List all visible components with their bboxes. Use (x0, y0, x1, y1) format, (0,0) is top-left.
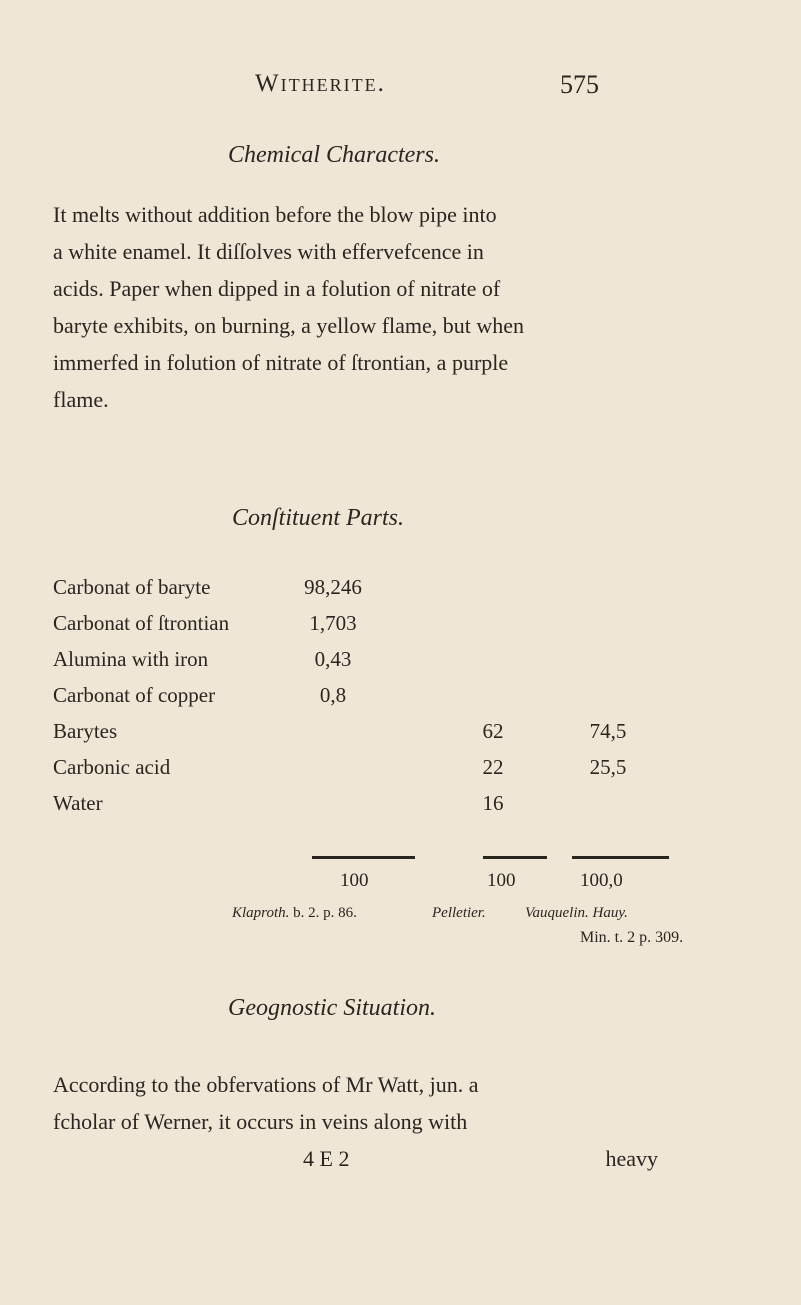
pelletier-value: 22 (482, 755, 504, 779)
paragraph-line: a white enamel. It diſſolves with effervefcence in (53, 239, 484, 264)
klaproth-value: 98,246 (304, 575, 362, 599)
chemical-characters-heading: Chemical Characters. (228, 142, 440, 168)
total-rule (483, 856, 547, 859)
klaproth-value: 1,703 (309, 611, 357, 635)
vauquelin-source: Vauquelin. Hauy. (525, 905, 628, 921)
table-row (53, 791, 753, 827)
geognostic-paragraph (53, 1066, 658, 1177)
vauquelin-value: 25,5 (589, 755, 627, 779)
vauquelin-value: 74,5 (589, 719, 627, 743)
pelletier-source: Pelletier. (432, 905, 486, 921)
paragraph-line: It melts without addition before the blow pipe into (53, 202, 497, 227)
table-row (53, 755, 753, 791)
vauquelin-total: 100,0 (580, 870, 623, 891)
pelletier-value: 16 (482, 791, 504, 815)
row-label: Carbonat of ſtrontian (53, 611, 230, 635)
catchline-row (53, 1140, 658, 1177)
page-number: 575 (560, 70, 599, 99)
paragraph-line: fcholar of Werner, it occurs in veins along with (53, 1109, 468, 1134)
signature-mark: 4 E 2 (303, 1146, 350, 1171)
paragraph-line: flame. (53, 387, 109, 412)
row-label: Barytes (53, 719, 118, 743)
table-row (53, 647, 753, 683)
pelletier-value: 62 (482, 719, 504, 743)
row-label: Water (53, 791, 103, 815)
pelletier-total: 100 (487, 870, 516, 891)
row-label: Carbonat of copper (53, 683, 216, 707)
klaproth-value: 0,43 (314, 647, 352, 671)
chemical-characters-paragraph (53, 196, 658, 418)
total-rule (572, 856, 669, 859)
row-label: Carbonat of baryte (53, 575, 211, 599)
paragraph-line: According to the obfervations of Mr Watt, jun. a (53, 1072, 479, 1097)
table-row (53, 575, 753, 611)
vauquelin-reference: Min. t. 2 p. 309. (580, 929, 684, 946)
klaproth-source (232, 905, 357, 922)
klaproth-total: 100 (340, 870, 369, 891)
constituent-parts-heading: Conſtituent Parts. (232, 505, 405, 531)
geognostic-situation-heading: Geognostic Situation. (228, 995, 436, 1021)
total-rule (312, 856, 415, 859)
paragraph-line: baryte exhibits, on burning, a yellow flame, but when (53, 313, 525, 338)
source-reference: b. 2. p. 86. (293, 905, 357, 921)
row-label: Alumina with iron (53, 647, 209, 671)
source-author: Klaproth. (232, 905, 290, 921)
row-label: Carbonic acid (53, 755, 171, 779)
paragraph-line: acids. Paper when dipped in a folution of nitrate of (53, 276, 501, 301)
paragraph-line: immerfed in folution of nitrate of ſtrontian, a purple (53, 350, 509, 375)
table-row (53, 683, 753, 719)
catchword: heavy (605, 1146, 658, 1171)
table-row (53, 611, 753, 647)
running-head: Witherite. (255, 70, 386, 97)
klaproth-value: 0,8 (319, 683, 347, 707)
table-row (53, 719, 753, 755)
